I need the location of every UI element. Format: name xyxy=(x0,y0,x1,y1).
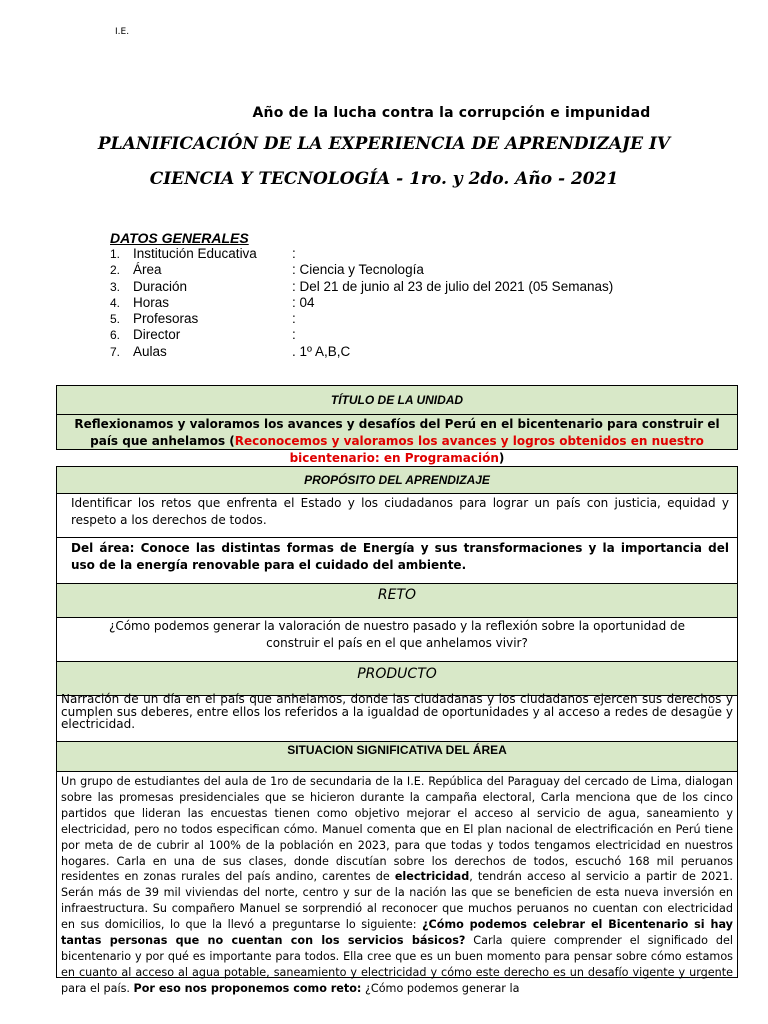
situation-electricity: electricidad xyxy=(394,870,470,884)
product-header-row xyxy=(56,662,738,696)
challenge-text: ¿Cómo podemos generar la valoración de nuestro pasado y la reflexión sobre la oportunidad de construir el país en el que anhelamos vivir? xyxy=(108,619,686,650)
row-number: 2. xyxy=(110,263,121,278)
row-label: Institución Educativa xyxy=(133,246,257,261)
purpose-header-row xyxy=(56,466,738,494)
row-number: 1. xyxy=(110,247,121,261)
product-cell xyxy=(56,692,738,742)
product-header: PRODUCTO xyxy=(357,666,437,682)
row-value: : Ciencia y Tecnología xyxy=(292,262,424,278)
unit-title-close: ) xyxy=(498,451,505,465)
document-subtitle: CIENCIA Y TECNOLOGÍA - 1ro. y 2do. Año - 2021 xyxy=(149,169,619,189)
situation-text xyxy=(57,772,737,997)
row-label: Duración xyxy=(133,278,188,294)
row-value: : xyxy=(292,246,296,261)
purpose-area-text: Del área: Conoce las distintas formas de Energía y sus transformaciones y la importancia del uso de la energía renovable para el cuidado del ambiente. xyxy=(71,541,729,572)
row-label: Horas xyxy=(133,294,170,310)
situation-paragraph-3: Carla quiere comprender el significado del bicentenario y por qué es importante para todos. Ella cree que es un buen momento para pensar sobre cómo estamos en cuanto al acceso al agua potable, saneamiento y electricidad y cómo este derecho es un desafío vigente y urgente para el país. xyxy=(61,934,733,995)
unit-title-programming: Reconocemos y valoramos los avances y logros obtenidos en nuestro bicentenario: en Programación xyxy=(234,434,704,465)
row-label: Área xyxy=(133,262,162,278)
purpose-general-text: Identificar los retos que enfrenta el Estado y los ciudadanos para lograr un país con justicia, equidad y respeto a los derechos de todos. xyxy=(71,496,729,527)
purpose-general-cell xyxy=(56,494,738,538)
situation-cell xyxy=(56,772,738,995)
general-data-row xyxy=(110,295,613,311)
situation-header-row xyxy=(56,742,738,772)
situation-header: SITUACION SIGNIFICATIVA DEL ÁREA xyxy=(287,743,507,757)
product-text: Narración de un día en el país que anhelamos, donde las ciudadanas y los ciudadanos ejercen sus derechos y cumplen sus deberes, entre ellos los referidos a la igualdad de oportunidades y al acceso a redes de desagüe y electricidad. xyxy=(61,692,733,731)
row-label: Director xyxy=(133,327,181,343)
general-data-row xyxy=(110,327,613,343)
unit-title-table xyxy=(56,385,738,465)
row-value: : xyxy=(292,327,296,343)
situation-question: ¿Cómo podemos celebrar el Bicentenario si hay tantas personas que no cuentan con los servicios básicos? xyxy=(61,918,733,948)
institution-label: I.E. xyxy=(115,27,130,37)
row-label: Profesoras xyxy=(133,311,199,327)
general-data-row xyxy=(110,344,613,360)
general-data-row xyxy=(110,262,613,278)
general-data-section xyxy=(110,230,613,360)
situation-reto-label: Por eso nos proponemos como reto: xyxy=(133,981,362,995)
situation-paragraph-2: , tendrán acceso al servicio a partir de 2021. Serán más de 39 mil viviendas del norte, centro y sur de la nación las que se beneficien de esta nueva inversión en infraestructura. Su compañero Manuel se sorprendió al reconocer que muchos peruanos no cuentan con electricidad en sus domicilios, lo que la llevó a preguntarse lo siguiente: xyxy=(61,870,733,932)
row-number: 3. xyxy=(110,279,121,294)
row-value: . 1º A,B,C xyxy=(292,343,351,359)
unit-title-main: Reflexionamos y valoramos los avances y desafíos del Perú en el bicentenario para construir el país que anhelamos ( xyxy=(74,417,720,448)
unit-title-header: TÍTULO DE LA UNIDAD xyxy=(57,386,737,415)
challenge-header: RETO xyxy=(377,587,417,603)
row-number: 7. xyxy=(110,344,121,359)
general-data-row xyxy=(110,311,613,327)
row-value: : Del 21 de junio al 23 de julio del 2021 (05 Semanas) xyxy=(292,278,614,294)
row-number: 6. xyxy=(110,328,121,343)
purpose-area-cell xyxy=(56,538,738,584)
unit-title-text xyxy=(57,415,737,467)
row-value: : 04 xyxy=(292,294,315,310)
general-data-row xyxy=(110,279,613,295)
year-motto: Año de la lucha contra la corrupción e impunidad xyxy=(252,105,651,121)
row-label: Aulas xyxy=(133,343,167,359)
purpose-header: PROPÓSITO DEL APRENDIZAJE xyxy=(304,473,490,487)
row-number: 5. xyxy=(110,312,121,327)
general-data-row xyxy=(110,246,613,262)
document-title: PLANIFICACIÓN DE LA EXPERIENCIA DE APRENDIZAJE IV xyxy=(97,134,671,154)
row-number: 4. xyxy=(110,295,121,310)
situation-paragraph-1: Un grupo de estudiantes del aula de 1ro de secundaria de la I.E. República del Paraguay del cercado de Lima, dialogan sobre las promesas presidenciales que se hicieron durante la campaña electoral, Carla menciona que de los cinco partidos que lideran las encuestas tienen como objetivo mejorar el acceso al servicio de agua, saneamiento y electricidad, pero no todos especifican cómo. Manuel comenta que en El plan nacional de electrificación en Perú tiene por meta de de cubrir al 100% de la población en 2023, para que todas y todos tengamos electricidad en nuestros hogares. Carla en una de sus clases, donde discutían sobre los derechos de todos, escuchó 168 mil peruanos residentes en zonas rurales del país andino, carentes de xyxy=(61,775,733,884)
situation-paragraph-4: ¿Cómo podemos generar la xyxy=(361,981,520,995)
challenge-header-row xyxy=(56,584,738,618)
row-value: : xyxy=(292,311,296,327)
challenge-cell xyxy=(56,618,738,662)
general-data-heading: DATOS GENERALES xyxy=(110,230,249,246)
